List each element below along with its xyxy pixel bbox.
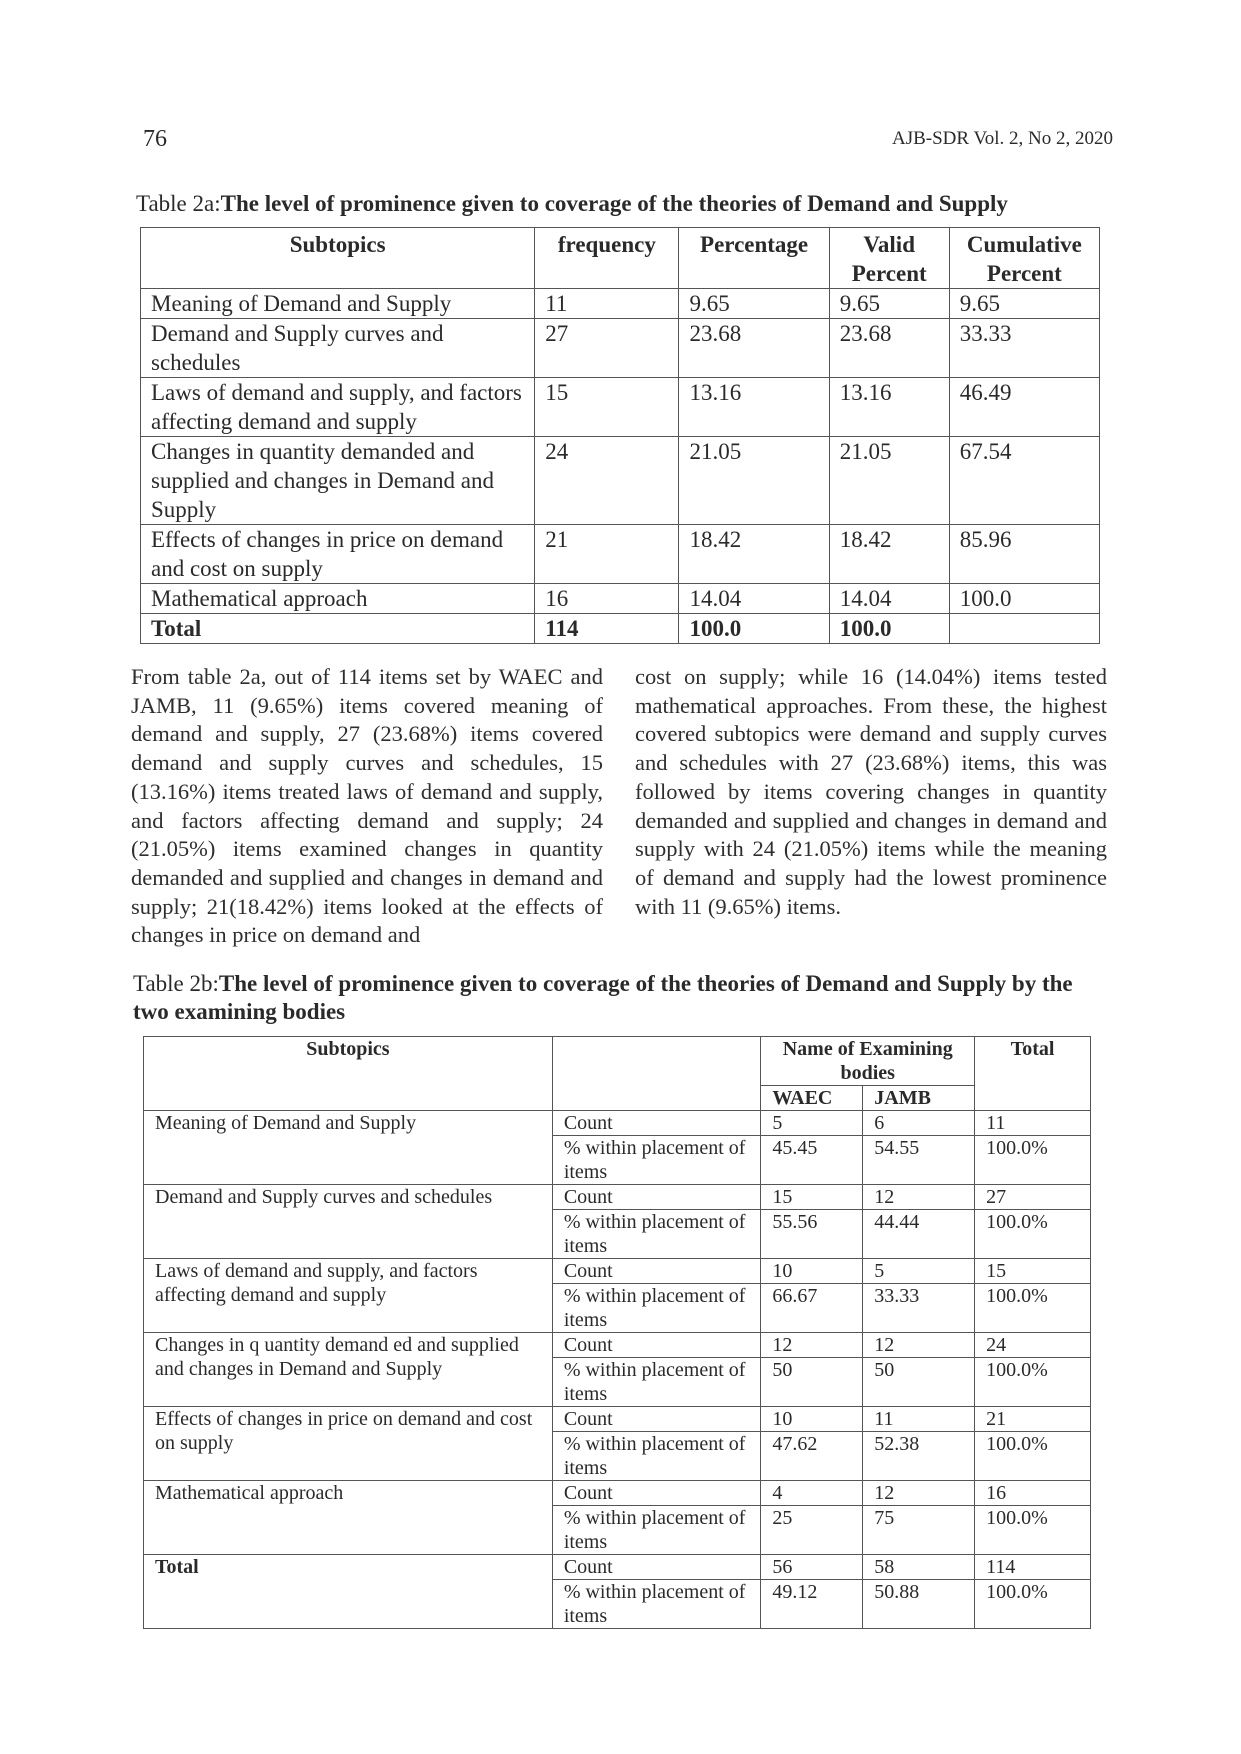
cell-percentage: 100.0 — [679, 614, 829, 644]
cell-waec-pct: 66.67 — [761, 1284, 863, 1333]
cell-waec-count: 15 — [761, 1185, 863, 1210]
table-total-row — [141, 614, 1100, 644]
cell-total-pct: 100.0% — [975, 1358, 1091, 1407]
cell-total-count: 114 — [975, 1555, 1091, 1580]
table-2b-label: Table 2b: — [133, 971, 219, 996]
col-header-subtopics: Subtopics — [144, 1037, 553, 1111]
cell-cumulative-percent: 100.0 — [949, 584, 1099, 614]
cell-statistic-label: Count — [552, 1333, 761, 1358]
table-2b-caption — [133, 970, 1093, 1026]
journal-running-head: AJB-SDR Vol. 2, No 2, 2020 — [891, 128, 1113, 149]
cell-frequency: 27 — [535, 319, 679, 378]
cell-statistic-label: % within placement of items — [552, 1506, 761, 1555]
cell-valid-percent: 9.65 — [829, 289, 949, 319]
cell-jamb-count: 58 — [863, 1555, 975, 1580]
col-header-subtopics: Subtopics — [141, 228, 535, 289]
cell-subtopic: Mathematical approach — [141, 584, 535, 614]
cell-valid-percent: 23.68 — [829, 319, 949, 378]
cell-total-count: 27 — [975, 1185, 1091, 1210]
cell-jamb-pct: 44.44 — [863, 1210, 975, 1259]
cell-jamb-pct: 50.88 — [863, 1580, 975, 1629]
cell-cumulative-percent: 46.49 — [949, 378, 1099, 437]
table-2a-label: Table 2a: — [136, 191, 221, 216]
cell-waec-pct: 50 — [761, 1358, 863, 1407]
cell-waec-pct: 47.62 — [761, 1432, 863, 1481]
table-row-count — [144, 1185, 1091, 1210]
cell-percentage: 9.65 — [679, 289, 829, 319]
cell-waec-count: 10 — [761, 1259, 863, 1284]
page-number: 76 — [143, 126, 167, 152]
cell-statistic-label: Count — [552, 1481, 761, 1506]
cell-valid-percent: 13.16 — [829, 378, 949, 437]
cell-total-pct: 100.0% — [975, 1432, 1091, 1481]
cell-valid-percent: 21.05 — [829, 437, 949, 525]
cell-subtopic: Total — [141, 614, 535, 644]
cell-subtopic: Effects of changes in price on demand and cost on supply — [144, 1407, 553, 1481]
cell-jamb-count: 6 — [863, 1111, 975, 1136]
cell-total-pct: 100.0% — [975, 1210, 1091, 1259]
cell-statistic-label: % within placement of items — [552, 1432, 761, 1481]
cell-statistic-label: Count — [552, 1111, 761, 1136]
table-row-count — [144, 1111, 1091, 1136]
table-2b-header-row — [144, 1037, 1091, 1086]
cell-jamb-count: 12 — [863, 1185, 975, 1210]
cell-total-pct: 100.0% — [975, 1506, 1091, 1555]
cell-subtopic: Total — [144, 1555, 553, 1629]
cell-subtopic: Changes in q uantity demand ed and supplied and changes in Demand and Supply — [144, 1333, 553, 1407]
table-row — [141, 525, 1100, 584]
cell-cumulative-percent: 67.54 — [949, 437, 1099, 525]
cell-subtopic: Demand and Supply curves and schedules — [141, 319, 535, 378]
col-header-frequency: frequency — [535, 228, 679, 289]
table-row — [141, 319, 1100, 378]
cell-frequency: 114 — [535, 614, 679, 644]
cell-total-count: 24 — [975, 1333, 1091, 1358]
cell-total-count: 11 — [975, 1111, 1091, 1136]
cell-subtopic: Demand and Supply curves and schedules — [144, 1185, 553, 1259]
cell-jamb-count: 11 — [863, 1407, 975, 1432]
table-row — [141, 437, 1100, 525]
cell-waec-count: 5 — [761, 1111, 863, 1136]
cell-total-pct: 100.0% — [975, 1580, 1091, 1629]
col-header-percentage: Percentage — [679, 228, 829, 289]
cell-total-count: 15 — [975, 1259, 1091, 1284]
table-row-count — [144, 1333, 1091, 1358]
cell-valid-percent: 14.04 — [829, 584, 949, 614]
cell-frequency: 21 — [535, 525, 679, 584]
cell-valid-percent: 18.42 — [829, 525, 949, 584]
cell-statistic-label: % within placement of items — [552, 1580, 761, 1629]
cell-statistic-label: Count — [552, 1407, 761, 1432]
cell-valid-percent: 100.0 — [829, 614, 949, 644]
cell-subtopic: Meaning of Demand and Supply — [144, 1111, 553, 1185]
cell-jamb-pct: 50 — [863, 1358, 975, 1407]
col-header-examining-bodies: Name of Examining bodies — [761, 1037, 975, 1086]
cell-frequency: 15 — [535, 378, 679, 437]
table-2a-header-row — [141, 228, 1100, 289]
cell-cumulative-percent: 9.65 — [949, 289, 1099, 319]
table-row-count — [144, 1407, 1091, 1432]
cell-statistic-label: Count — [552, 1555, 761, 1580]
cell-jamb-pct: 33.33 — [863, 1284, 975, 1333]
table-2a-caption — [136, 190, 1136, 218]
col-header-jamb: JAMB — [863, 1086, 975, 1111]
cell-subtopic: Laws of demand and supply, and factors affecting demand and supply — [141, 378, 535, 437]
table-row-count — [144, 1481, 1091, 1506]
cell-waec-pct: 49.12 — [761, 1580, 863, 1629]
col-header-total: Total — [975, 1037, 1091, 1111]
table-row — [141, 378, 1100, 437]
cell-statistic-label: % within placement of items — [552, 1136, 761, 1185]
col-header-cumulative-percent: Cumulative Percent — [949, 228, 1099, 289]
cell-subtopic: Effects of changes in price on demand and cost on supply — [141, 525, 535, 584]
cell-statistic-label: % within placement of items — [552, 1210, 761, 1259]
cell-waec-count: 4 — [761, 1481, 863, 1506]
cell-frequency: 24 — [535, 437, 679, 525]
cell-frequency: 16 — [535, 584, 679, 614]
cell-total-count: 16 — [975, 1481, 1091, 1506]
cell-percentage: 18.42 — [679, 525, 829, 584]
table-row-count — [144, 1259, 1091, 1284]
cell-total-pct: 100.0% — [975, 1136, 1091, 1185]
cell-percentage: 23.68 — [679, 319, 829, 378]
cell-percentage: 13.16 — [679, 378, 829, 437]
cell-subtopic: Laws of demand and supply, and factors affecting demand and supply — [144, 1259, 553, 1333]
table-2a — [140, 227, 1100, 644]
cell-cumulative-percent: 85.96 — [949, 525, 1099, 584]
cell-cumulative-percent — [949, 614, 1099, 644]
cell-waec-count: 56 — [761, 1555, 863, 1580]
cell-total-pct: 100.0% — [975, 1284, 1091, 1333]
table-2a-title: The level of prominence given to coverage of the theories of Demand and Supply — [220, 191, 1008, 216]
discussion-left-column: From table 2a, out of 114 items set by WAEC and JAMB, 11 (9.65%) items covered meaning of demand and supply, 27 (23.68%) items covered demand and supply curves and schedules, 15 (13.16%) items treated laws of demand and supply, and factors affecting demand and supply; 24 (21.05%) items examined changes in quantity demanded and supplied and changes in demand and supply; 21(18.42%) items looked at the effects of changes in price on demand and — [131, 664, 603, 948]
cell-waec-pct: 25 — [761, 1506, 863, 1555]
cell-jamb-count: 12 — [863, 1333, 975, 1358]
cell-jamb-pct: 75 — [863, 1506, 975, 1555]
cell-total-count: 21 — [975, 1407, 1091, 1432]
table-row — [141, 289, 1100, 319]
cell-jamb-count: 12 — [863, 1481, 975, 1506]
discussion-right-column: cost on supply; while 16 (14.04%) items tested mathematical approaches. From these, the highest covered subtopics were demand and supply curves and schedules with 27 (23.68%) items, this was followed by items covering changes in quantity demanded and supplied and changes in demand and supply with 24 (21.05%) items while the meaning of demand and supply had the lowest prominence with 11 (9.65%) items. — [635, 664, 1107, 919]
cell-statistic-label: % within placement of items — [552, 1358, 761, 1407]
cell-subtopic: Mathematical approach — [144, 1481, 553, 1555]
cell-statistic-label: % within placement of items — [552, 1284, 761, 1333]
table-2b-title: The level of prominence given to coverage of the theories of Demand and Supply by the two examining bodies — [133, 971, 1073, 1024]
cell-statistic-label: Count — [552, 1185, 761, 1210]
col-header-statistic — [552, 1037, 761, 1111]
table-row-count — [144, 1555, 1091, 1580]
cell-subtopic: Changes in quantity demanded and supplied and changes in Demand and Supply — [141, 437, 535, 525]
cell-waec-count: 12 — [761, 1333, 863, 1358]
cell-frequency: 11 — [535, 289, 679, 319]
table-row — [141, 584, 1100, 614]
cell-cumulative-percent: 33.33 — [949, 319, 1099, 378]
col-header-waec: WAEC — [761, 1086, 863, 1111]
cell-percentage: 21.05 — [679, 437, 829, 525]
cell-jamb-count: 5 — [863, 1259, 975, 1284]
cell-waec-pct: 45.45 — [761, 1136, 863, 1185]
cell-jamb-pct: 54.55 — [863, 1136, 975, 1185]
cell-statistic-label: Count — [552, 1259, 761, 1284]
cell-subtopic: Meaning of Demand and Supply — [141, 289, 535, 319]
cell-waec-pct: 55.56 — [761, 1210, 863, 1259]
cell-jamb-pct: 52.38 — [863, 1432, 975, 1481]
col-header-valid-percent: Valid Percent — [829, 228, 949, 289]
cell-waec-count: 10 — [761, 1407, 863, 1432]
cell-percentage: 14.04 — [679, 584, 829, 614]
table-2b — [143, 1036, 1091, 1629]
